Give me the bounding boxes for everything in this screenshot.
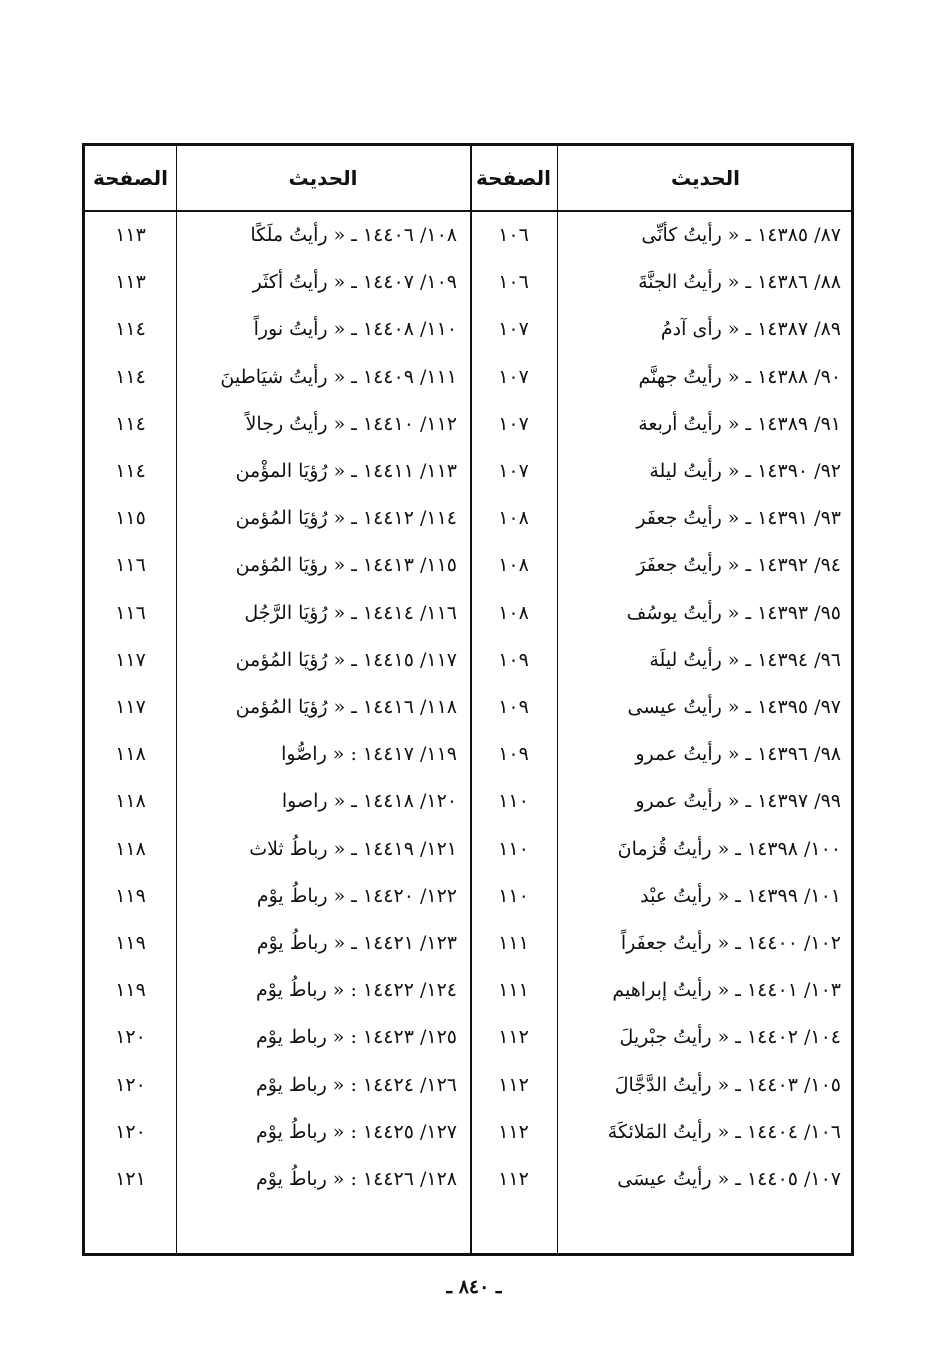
right-hadith-cell: ٩١/ ١٤٣٨٩ ـ « رأيتُ أربعة: [638, 412, 841, 435]
table-row: [85, 448, 851, 495]
left-hadith-cell: ١٢١/ ١٤٤١٩ ـ « رباطُ ثلاث: [249, 837, 457, 860]
left-page-cell: ١٢١: [115, 1168, 146, 1190]
left-page-cell: ١١٦: [115, 601, 146, 624]
table-row: [85, 1062, 851, 1109]
left-hadith-cell: ١١٨/ ١٤٤١٦ ـ « رُؤيَا المُؤمن: [235, 696, 457, 718]
right-hadith-cell: ٩٢/ ١٤٣٩٠ ـ « رأيتُ ليلة: [649, 460, 841, 482]
table-row: [85, 212, 851, 259]
right-hadith-cell: ٨٩/ ١٤٣٨٧ ـ « رأى آدمُ: [660, 318, 841, 341]
table-row: [85, 354, 851, 401]
left-page-cell: ١١٣: [115, 224, 146, 246]
left-hadith-cell: ١٢٣/ ١٤٤٢١ ـ « رباطُ يوْم: [256, 932, 457, 954]
left-page-cell: ١١٥: [115, 507, 146, 530]
table-row: [85, 684, 851, 731]
right-page-cell: ١١١: [498, 932, 529, 954]
right-hadith-cell: ٨٧/ ١٤٣٨٥ ـ « رأيتُ كأنِّى: [641, 224, 841, 246]
right-page-cell: ١٠٧: [498, 460, 529, 482]
table-row: [85, 306, 851, 353]
left-hadith-cell: ١٠٨/ ١٤٤٠٦ ـ « رأيتُ ملَكًا: [250, 224, 457, 246]
table-row: [85, 542, 851, 589]
right-page-cell: ١١٠: [498, 884, 529, 907]
right-hadith-cell: ١٠٤/ ١٤٤٠٢ ـ « رأيتُ جبْريلَ: [619, 1026, 841, 1049]
header-hadith-right: الحديث: [670, 166, 740, 190]
right-hadith-cell: ١٠٣/ ١٤٤٠١ ـ « رأيتُ إبراهيم: [612, 979, 841, 1002]
right-hadith-cell: ٩٠/ ١٤٣٨٨ ـ « رأيتُ جهنَّم: [638, 365, 841, 388]
table-row: [85, 259, 851, 306]
left-page-cell: ١١٩: [115, 979, 146, 1002]
left-hadith-cell: ١١١/ ١٤٤٠٩ ـ « رأيتُ شيَاطينَ: [220, 365, 457, 388]
left-hadith-cell: ١٢٨/ ١٤٤٢٦ : « رباطُ يوْم: [256, 1168, 457, 1190]
left-page-cell: ١٢٠: [115, 1073, 146, 1096]
right-hadith-cell: ٩٣/ ١٤٣٩١ ـ « رأيتُ جعفَر: [636, 507, 841, 530]
left-page-cell: ١١٩: [115, 884, 146, 907]
left-hadith-cell: ١١٩/ ١٤٤١٧ : « راصُّوا: [281, 743, 457, 766]
right-hadith-cell: ١٠٥/ ١٤٤٠٣ ـ « رأيتُ الدَّجَّالَ: [614, 1073, 841, 1096]
left-hadith-cell: ١٢٦/ ١٤٤٢٤ : « رباط يوْم: [256, 1073, 457, 1096]
right-page-cell: ١١٢: [498, 1120, 529, 1143]
table-row: [85, 590, 851, 637]
table-row: [85, 1156, 851, 1203]
left-page-cell: ١١٦: [115, 554, 146, 577]
right-hadith-cell: ٩٤/ ١٤٣٩٢ ـ « رأيتُ جعفَرَ: [636, 554, 841, 577]
right-hadith-cell: ١٠٠/ ١٤٣٩٨ ـ « رأيتُ قُزمانَ: [617, 837, 841, 860]
left-page-cell: ١١٩: [115, 932, 146, 954]
left-hadith-cell: ١١٥/ ١٤٤١٣ ـ « رؤيَا المُؤمن: [235, 554, 457, 577]
left-page-cell: ١١٧: [115, 648, 146, 671]
table-row: [85, 967, 851, 1014]
table-row: [85, 1014, 851, 1061]
right-page-cell: ١٠٩: [498, 743, 529, 766]
right-page-cell: ١١٢: [498, 1026, 529, 1049]
header-hadith-left: الحديث: [288, 166, 358, 190]
right-page-cell: ١٠٧: [498, 318, 529, 341]
right-page-cell: ١٠٨: [498, 507, 529, 530]
left-hadith-cell: ١٢٠/ ١٤٤١٨ ـ « راصوا: [281, 790, 457, 813]
left-hadith-cell: ١١٧/ ١٤٤١٥ ـ « رُؤيَا المُؤمن: [235, 648, 457, 671]
left-hadith-cell: ١٢٢/ ١٤٤٢٠ ـ « رباطُ يوْم: [256, 884, 457, 907]
right-page-cell: ١٠٧: [498, 412, 529, 435]
right-hadith-cell: ٩٦/ ١٤٣٩٤ ـ « رأيتُ ليلَة: [649, 648, 841, 671]
left-page-cell: ١١٤: [115, 318, 146, 341]
right-page-cell: ١١٢: [498, 1073, 529, 1096]
right-hadith-cell: ٨٨/ ١٤٣٨٦ ـ « رأيتُ الجنَّةَ: [638, 271, 841, 294]
left-page-cell: ١١٤: [115, 365, 146, 388]
right-page-cell: ١٠٩: [498, 696, 529, 718]
header-page-right: الصفحة: [475, 166, 551, 190]
table-row: [85, 826, 851, 873]
left-page-cell: ١١٨: [115, 790, 146, 813]
right-hadith-cell: ١٠٧/ ١٤٤٠٥ ـ « رأيتُ عيسَى: [617, 1168, 841, 1190]
left-page-cell: ١١٤: [115, 460, 146, 482]
left-page-cell: ١٢٠: [115, 1120, 146, 1143]
right-page-cell: ١١١: [498, 979, 529, 1002]
right-page-cell: ١٠٧: [498, 365, 529, 388]
left-hadith-cell: ١١٢/ ١٤٤١٠ ـ « رأيتُ رجالاً: [245, 412, 457, 435]
left-hadith-cell: ١٢٧/ ١٤٤٢٥ : « رباطُ يوْم: [256, 1120, 457, 1143]
right-page-cell: ١٠٦: [498, 224, 529, 246]
table-row: [85, 731, 851, 778]
right-hadith-cell: ٩٩/ ١٤٣٩٧ ـ « رأيتُ عمرو: [635, 790, 841, 813]
right-page-cell: ١٠٦: [498, 271, 529, 294]
right-page-cell: ١١٠: [498, 837, 529, 860]
index-table: [82, 143, 854, 1256]
page-number: ـ ٨٤٠ ـ: [446, 1276, 502, 1298]
left-page-cell: ١١٤: [115, 412, 146, 435]
table-row: [85, 637, 851, 684]
table-row: [85, 873, 851, 920]
table-row: [85, 495, 851, 542]
right-page-cell: ١١٠: [498, 790, 529, 813]
left-page-cell: ١١٣: [115, 271, 146, 294]
table-row: [85, 1109, 851, 1156]
left-page-cell: ١١٧: [115, 696, 146, 718]
right-hadith-cell: ٩٨/ ١٤٣٩٦ ـ « رأيتُ عمرو: [635, 743, 841, 766]
left-page-cell: ١١٨: [115, 743, 146, 766]
right-hadith-cell: ١٠٢/ ١٤٤٠٠ ـ « رأيتُ جعفَراً: [620, 932, 841, 954]
left-hadith-cell: ١١٠/ ١٤٤٠٨ ـ « رأيتُ نوراً: [253, 318, 457, 341]
left-page-cell: ١١٨: [115, 837, 146, 860]
right-page-cell: ١٠٨: [498, 601, 529, 624]
right-page-cell: ١٠٩: [498, 648, 529, 671]
left-hadith-cell: ١١٤/ ١٤٤١٢ ـ « رُؤيَا المُؤمن: [235, 507, 457, 530]
right-hadith-cell: ٩٥/ ١٤٣٩٣ ـ « رأيتُ يوسُف: [626, 601, 841, 624]
right-hadith-cell: ٩٧/ ١٤٣٩٥ ـ « رأيتُ عيسى: [627, 696, 841, 718]
table-row: [85, 778, 851, 825]
table-row: [85, 920, 851, 967]
table-row: [85, 401, 851, 448]
right-hadith-cell: ١٠٦/ ١٤٤٠٤ ـ « رأيتُ المَلائكَةَ: [607, 1120, 841, 1143]
left-page-cell: ١٢٠: [115, 1026, 146, 1049]
left-hadith-cell: ١٢٤/ ١٤٤٢٢ : « رباطُ يوْم: [256, 979, 457, 1002]
right-page-cell: ١٠٨: [498, 554, 529, 577]
right-page-cell: ١١٢: [498, 1168, 529, 1190]
header-page-left: الصفحة: [92, 166, 168, 190]
right-hadith-cell: ١٠١/ ١٤٣٩٩ ـ « رأيتُ عبْد: [640, 884, 841, 907]
left-hadith-cell: ١٢٥/ ١٤٤٢٣ : « رباط يوْم: [256, 1026, 457, 1049]
left-hadith-cell: ١١٦/ ١٤٤١٤ ـ « رُؤيَا الرَّجُل: [244, 601, 457, 624]
left-hadith-cell: ١٠٩/ ١٤٤٠٧ ـ « رأيتُ أكثَر: [252, 271, 457, 294]
left-hadith-cell: ١١٣/ ١٤٤١١ ـ « رُؤيَا المؤْمن: [235, 460, 457, 482]
